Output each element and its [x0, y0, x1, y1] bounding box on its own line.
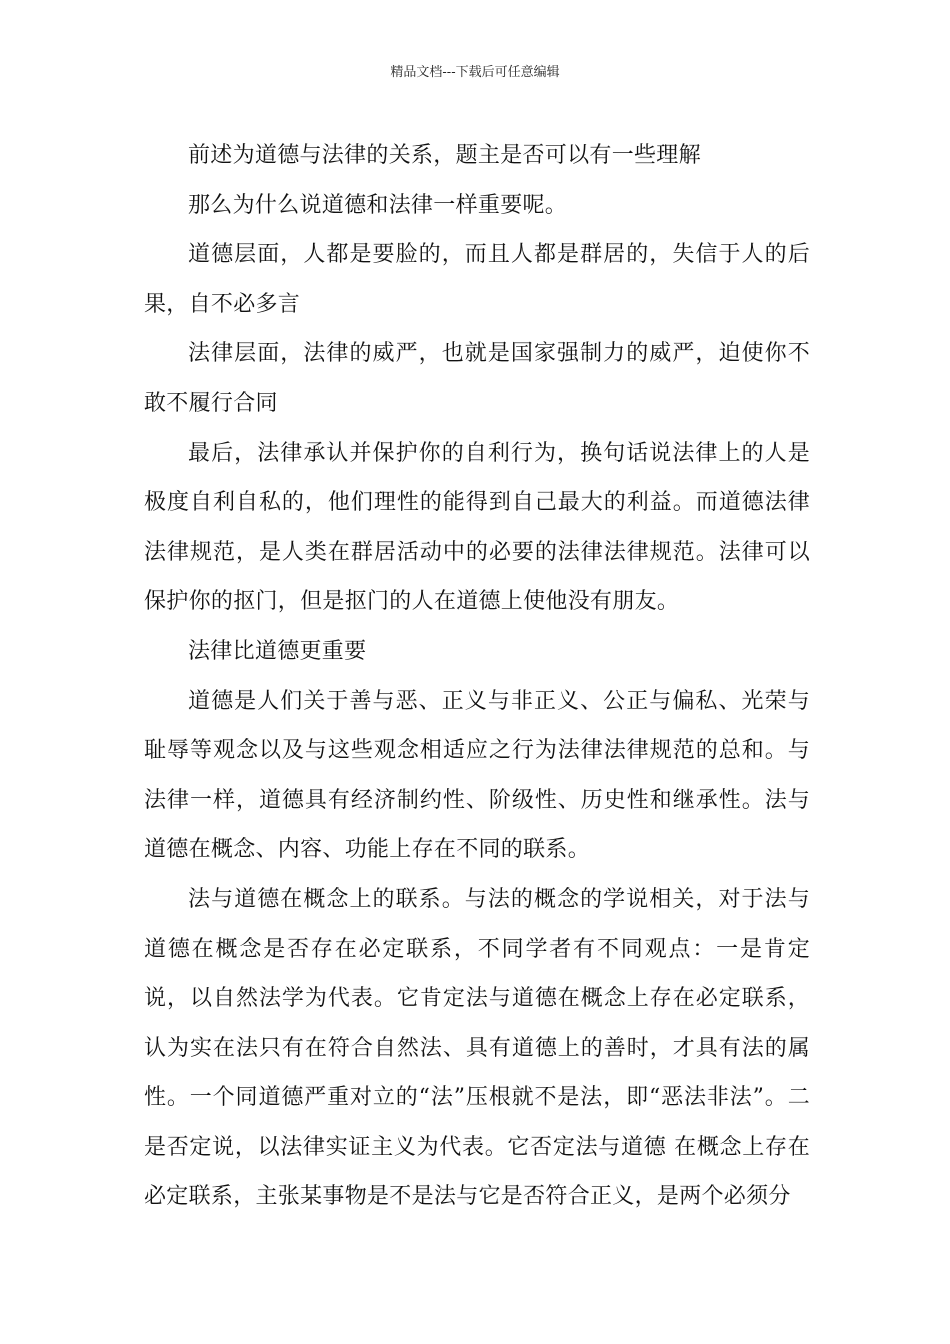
paragraph-1: 前述为道德与法律的关系，题主是否可以有一些理解 — [188, 143, 701, 168]
paragraph-8: 法与道德在概念上的联系。与法的概念的学说相关，对于法与道德在概念是否存在必定联系，不同学者有不同观点：一是肯定说，以自然法学为代表。它肯定法与道德在概念上存在必定联系，认为实在法只有在符合自然法、具有道德上的善时，才具有法的属性。一个同道德严重对立的“法”压根就不是法，即“恶法非法”。二是否定说，以法律实证主义为代表。它否定法与道德 在概念上存在必定联系，主张某事物是不是法与它是否符合正义，是两个必须分 — [144, 886, 810, 1210]
page-header: 精品文档---下载后可任意编辑 — [390, 65, 560, 80]
paragraph-4: 法律层面，法律的威严，也就是国家强制力的威严，迫使你不敢不履行合同 — [144, 341, 810, 416]
paragraph-5: 最后，法律承认并保护你的自利行为，换句话说法律上的人是极度自利自私的，他们理性的能得到自己最大的利益。而道德法律法律规范，是人类在群居活动中的必要的法律法律规范。法律可以保护你的抠门，但是抠门的人在道德上使他没有朋友。 — [144, 440, 810, 615]
paragraph-3: 道德层面，人都是要脸的，而且人都是群居的，失信于人的后果，自不必多言 — [144, 242, 810, 317]
paragraph-6: 法律比道德更重要 — [188, 638, 367, 664]
paragraph-7: 道德是人们关于善与恶、正义与非正义、公正与偏私、光荣与耻辱等观念以及与这些观念相适应之行为法律法律规范的总和。与法律一样，道德具有经济制约性、阶级性、历史性和继承性。法与道德在概念、内容、功能上存在不同的联系。 — [144, 688, 810, 863]
paragraph-2: 那么为什么说道德和法律一样重要呢。 — [188, 192, 568, 218]
document-body — [144, 131, 810, 1222]
